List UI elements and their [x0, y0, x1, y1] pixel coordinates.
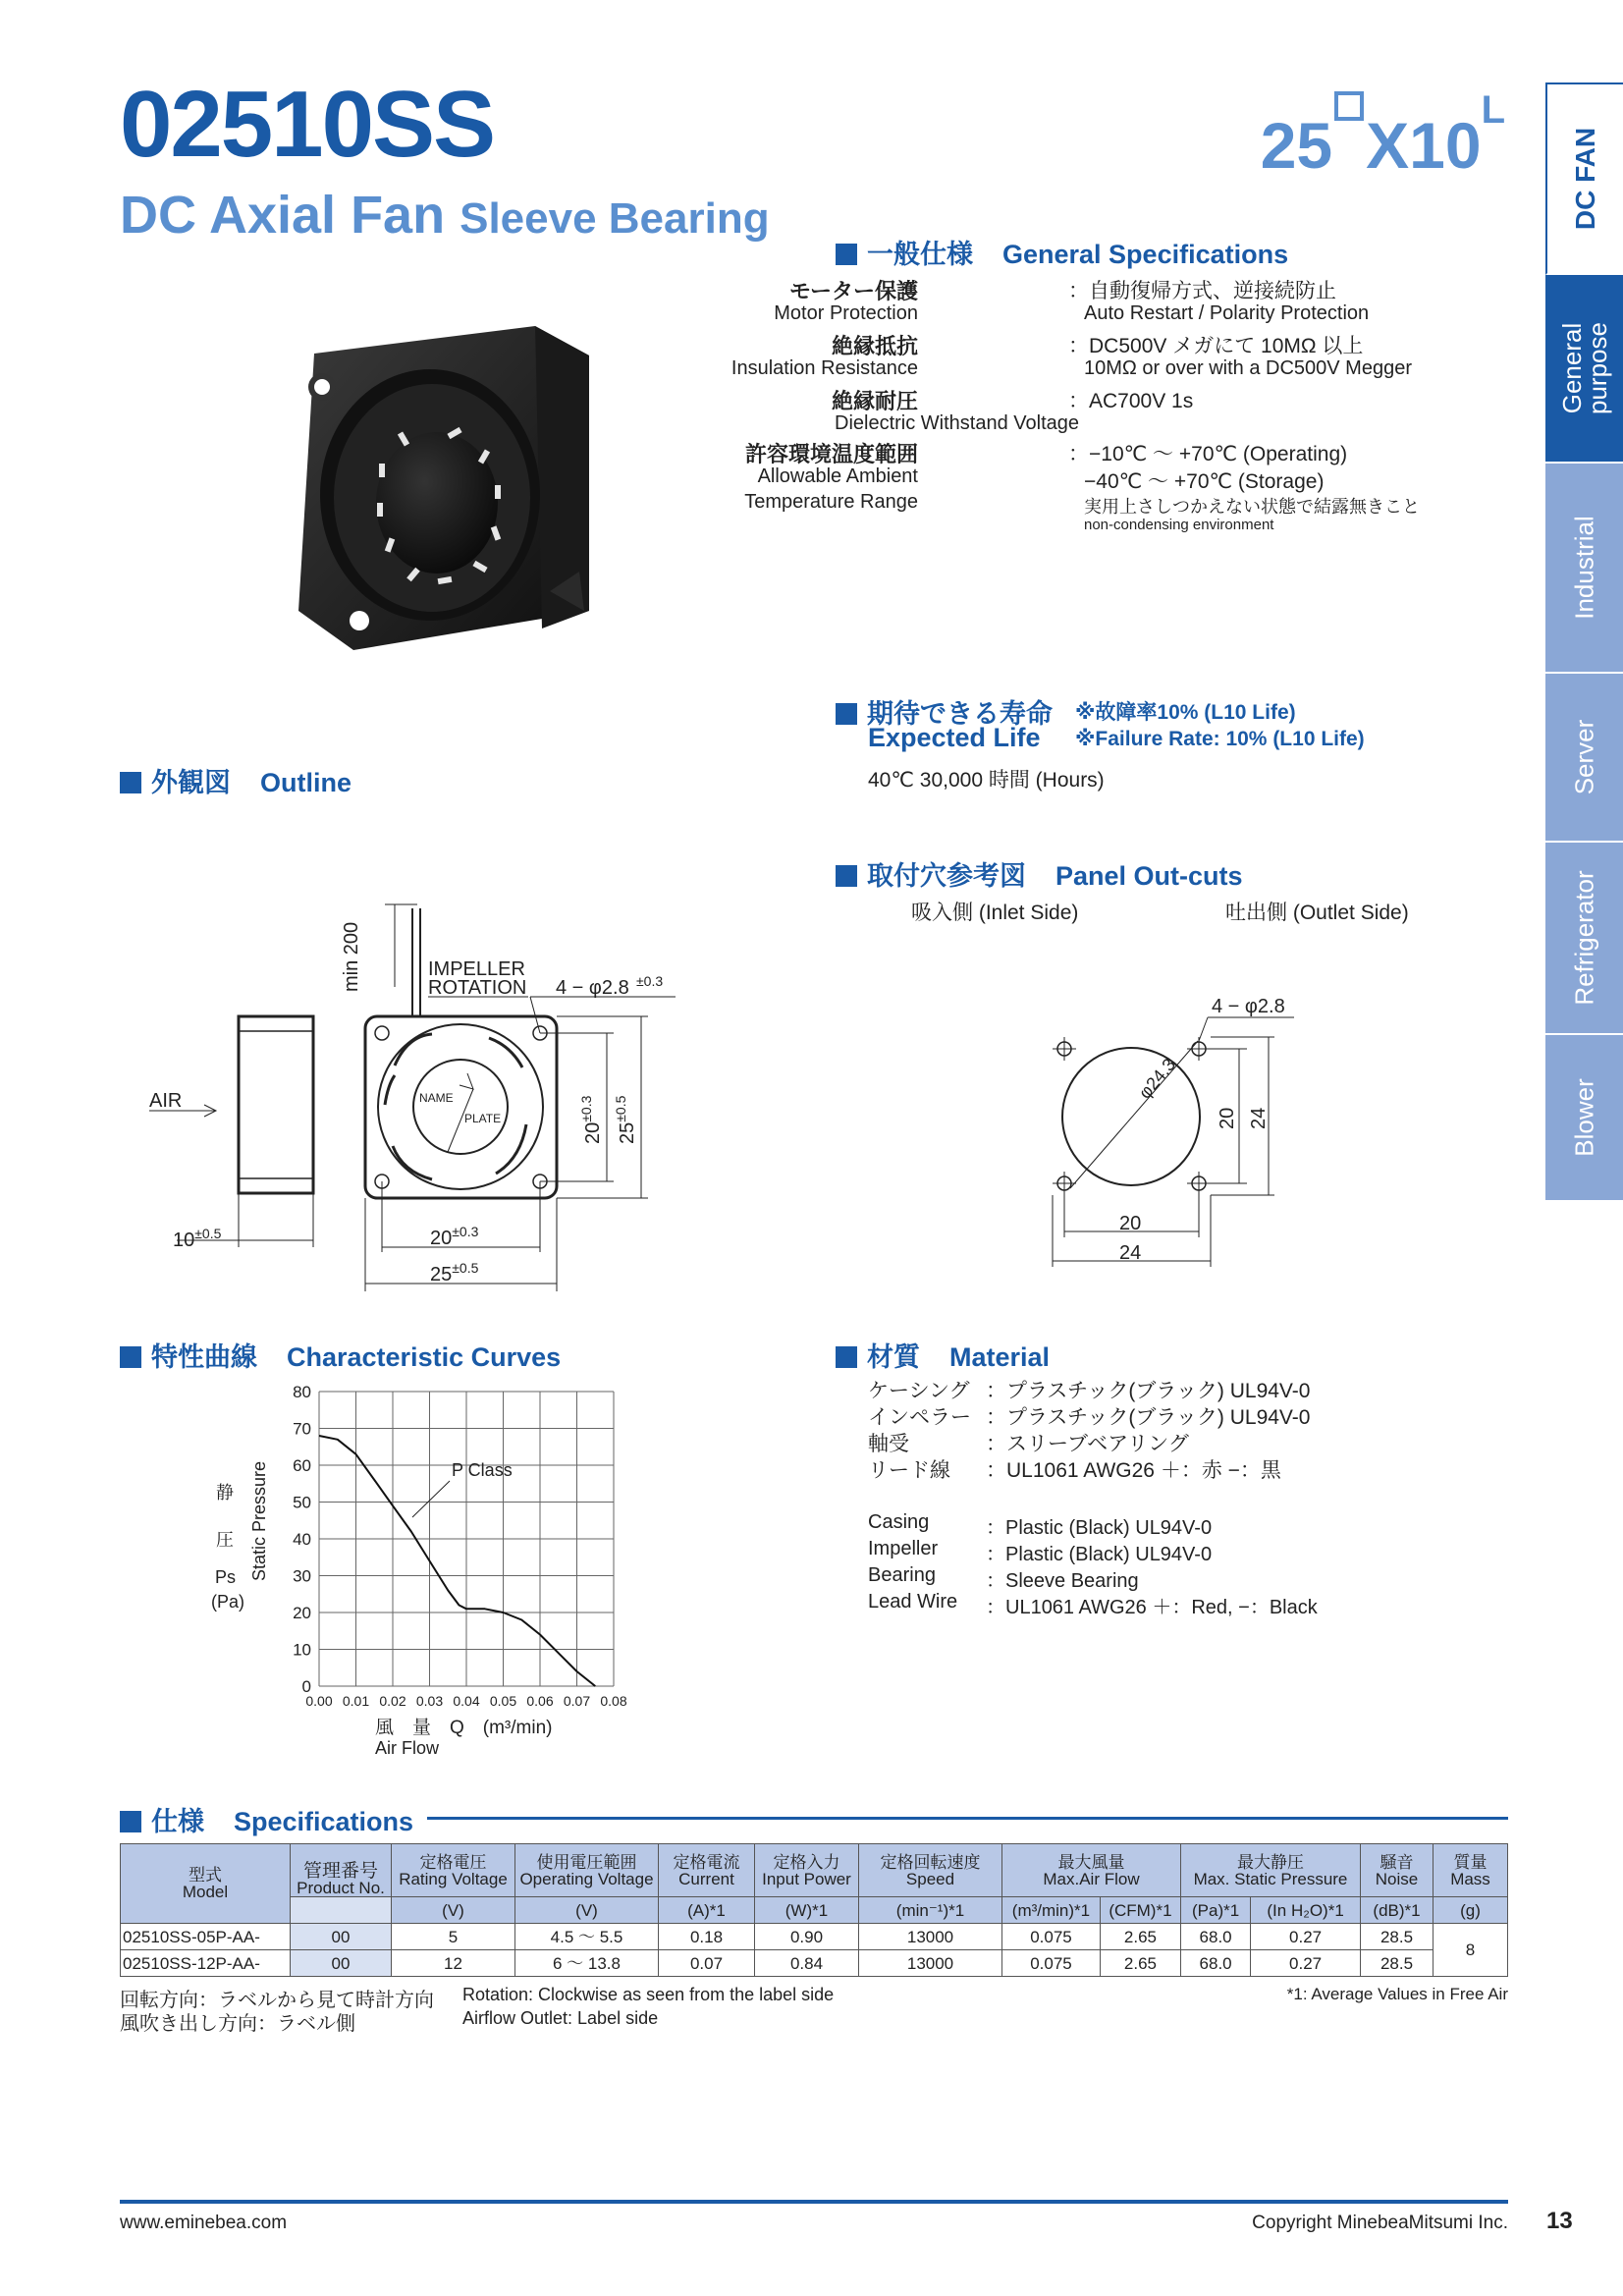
min-length-label: min 200 [341, 921, 362, 992]
sidebar-header: DC FAN [1545, 82, 1623, 275]
material-list [868, 1375, 1477, 1630]
expected-life-value: 40℃ 30,000 時間 (Hours) [868, 769, 1105, 792]
th-pn-unit [291, 1897, 392, 1924]
material-key-jp: インペラー [868, 1406, 971, 1429]
cell-cfm: 2.65 [1100, 1924, 1180, 1950]
material-key-en: Impeller [868, 1538, 939, 1559]
spec-label-temp-en2: Temperature Range [744, 491, 918, 513]
chart-ytick-label: 50 [293, 1493, 311, 1512]
material-value-en: ：Plastic (Black) UL94V-0 [986, 1517, 1213, 1539]
material-key-jp: リード線 [868, 1459, 950, 1482]
th-current: 定格電流 Current [659, 1844, 755, 1897]
th-operating-voltage: 使用電圧範囲 Operating Voltage [515, 1844, 659, 1897]
th-unit: (In H₂O)*1 [1251, 1897, 1361, 1924]
sidebar-tab-blower[interactable]: Blower [1545, 1035, 1623, 1202]
spec-value-motor-en: Auto Restart / Polarity Protection [1084, 302, 1370, 324]
th-unit: (A)*1 [659, 1897, 755, 1924]
section-square-icon [120, 1811, 141, 1832]
general-specs-heading: 一般仕様 General Specifications [836, 233, 1288, 271]
th-unit: (min⁻¹)*1 [859, 1897, 1002, 1924]
name-plate-label-2: PLATE [464, 1112, 502, 1125]
fan-product-photo [285, 316, 599, 655]
footer-url[interactable]: www.eminebea.com [120, 2213, 288, 2233]
cell-inh2o: 0.27 [1251, 1950, 1361, 1977]
fan-side-view [239, 1016, 313, 1193]
xlabel-jp: 風 量 Q (m³/min) [375, 1718, 553, 1738]
chart-ytick-label: 0 [301, 1677, 311, 1696]
subtitle-bearing: Sleeve Bearing [460, 194, 770, 243]
chart-ytick-label: 70 [293, 1419, 311, 1439]
th-input-power: 定格入力 Input Power [755, 1844, 859, 1897]
section-square-icon [836, 703, 857, 725]
xlabel-en: Air Flow [375, 1738, 440, 1758]
cell-pn: 00 [291, 1924, 392, 1950]
cell-mass: 8 [1434, 1924, 1508, 1977]
size-unit: L [1481, 88, 1505, 132]
dim-20-horizontal: $20^{\pm 0.3}$ [430, 1224, 479, 1249]
spec-note-jp: 実用上さしつかえない状態で結露無きこと [1084, 497, 1420, 517]
sidebar-tab-refrigerator[interactable]: Refrigerator [1545, 843, 1623, 1035]
impeller-label: IMPELLER [428, 958, 525, 980]
spec-value-insulation-jp: ：DC500V メガにて 10MΩ 以上 [1068, 335, 1364, 357]
section-square-icon [120, 1346, 141, 1368]
note-average-values: *1: Average Values in Free Air [1286, 1985, 1508, 2003]
category-sidebar [1545, 82, 1623, 1202]
outlet-side-label: 吐出側 (Outlet Side) [1225, 902, 1409, 924]
th-max-airflow: 最大風量 Max.Air Flow [1002, 1844, 1181, 1897]
th-speed: 定格回転速度 Speed [859, 1844, 1002, 1897]
spec-label-insulation-en: Insulation Resistance [730, 357, 918, 379]
cell-db: 28.5 [1361, 1924, 1434, 1950]
panel-dim-20-horizontal: 20 [1119, 1213, 1142, 1234]
square-symbol-icon [1334, 91, 1364, 121]
th-mass: 質量 Mass [1434, 1844, 1508, 1897]
sidebar-tab-label: General purpose [1556, 322, 1612, 414]
cell-m3: 0.075 [1002, 1924, 1101, 1950]
general-specs-list [730, 275, 1424, 550]
section-square-icon [836, 865, 857, 887]
spec-value-temp-storage: −40℃ ～ +70℃ (Storage) [1084, 470, 1325, 493]
cell-spd: 13000 [859, 1924, 1002, 1950]
section-square-icon [120, 772, 141, 793]
dim-25-vertical: $25^{\pm 0.5}$ [613, 1095, 638, 1144]
th-unit: (V) [515, 1897, 659, 1924]
curve-label-leader [412, 1481, 450, 1517]
specs-table [120, 1843, 1508, 1977]
chart-ytick-label: 20 [293, 1604, 311, 1622]
expected-life-note-jp: ※故障率10% (L10 Life) [1075, 701, 1296, 724]
cell-spd: 13000 [859, 1950, 1002, 1977]
name-plate-label-1: NAME [419, 1091, 454, 1105]
outline-drawing [137, 889, 687, 1291]
chart-ytick-label: 30 [293, 1566, 311, 1586]
material-key-en: Casing [868, 1511, 930, 1533]
cell-cur: 0.07 [659, 1950, 755, 1977]
specs-heading: 仕様 Specifications [120, 1800, 427, 1838]
chart-ytick-label: 60 [293, 1456, 311, 1475]
product-subtitle [120, 185, 770, 246]
sidebar-tab-general-purpose[interactable] [1545, 275, 1623, 464]
fan-front-view [365, 1016, 557, 1198]
dim-20-vertical: $20^{\pm 0.3}$ [578, 1095, 604, 1144]
spec-label-dielectric-jp: 絶縁耐圧 [831, 389, 918, 413]
cell-pow: 0.84 [755, 1950, 859, 1977]
material-value-jp: ：スリーブベアリング [986, 1433, 1189, 1455]
spec-label-motor-en: Motor Protection [774, 302, 918, 324]
cell-inh2o: 0.27 [1251, 1924, 1361, 1950]
cell-model: 02510SS-05P-AA- [121, 1924, 291, 1950]
dim-25-horizontal: $25^{\pm 0.5}$ [430, 1260, 479, 1285]
note-airflow-en: Airflow Outlet: Label side [462, 2008, 659, 2028]
size-depth: X10 [1366, 109, 1482, 182]
size-badge [1261, 88, 1505, 183]
panel-dim-24-horizontal: 24 [1119, 1242, 1142, 1264]
chart-ytick-label: 10 [293, 1640, 311, 1660]
th-unit: (m³/min)*1 [1002, 1897, 1101, 1924]
expected-life-heading: 期待できる寿命 [836, 692, 1053, 731]
note-rotation-jp: 回転方向：ラベルから見て時計方向 [120, 1990, 434, 2011]
material-key-jp: 軸受 [868, 1433, 909, 1455]
air-label: AIR [149, 1090, 183, 1112]
ylabel-ps: Ps [215, 1567, 237, 1587]
cell-pa: 68.0 [1180, 1924, 1250, 1950]
footer-rule [120, 2200, 1508, 2204]
ylabel-jp-2: 圧 [216, 1530, 234, 1550]
cell-ov: 4.5 ～ 5.5 [515, 1924, 659, 1950]
curves-heading: 特性曲線 Characteristic Curves [120, 1336, 561, 1374]
cell-pn: 00 [291, 1950, 392, 1977]
chart-xtick-label: 0.08 [600, 1693, 627, 1709]
spec-label-dielectric-en: Dielectric Withstand Voltage [835, 412, 1080, 434]
spec-label-motor-jp: モーター保護 [788, 279, 918, 303]
inlet-side-label: 吸入側 (Inlet Side) [911, 902, 1079, 924]
specs-heading-rule [393, 1817, 1508, 1820]
panel-dim-20-vertical: 20 [1217, 1107, 1238, 1129]
panel-diameter-label: φ24.3 [1134, 1054, 1180, 1103]
ylabel-en: Static Pressure [249, 1460, 269, 1581]
chart-xtick-label: 0.00 [305, 1693, 333, 1709]
th-unit: (W)*1 [755, 1897, 859, 1924]
characteristic-chart [196, 1370, 658, 1782]
material-key-en: Lead Wire [868, 1591, 958, 1613]
material-value-en: ：Sleeve Bearing [986, 1570, 1139, 1592]
rotation-label: ROTATION [428, 977, 527, 999]
panel-outcut-drawing [1041, 982, 1296, 1277]
material-key-jp: ケーシング [868, 1380, 970, 1402]
chart-xtick-label: 0.02 [379, 1693, 406, 1709]
chart-xtick-label: 0.01 [342, 1693, 370, 1709]
spec-value-insulation-en: 10MΩ or over with a DC500V Megger [1084, 357, 1412, 379]
section-square-icon [836, 1346, 857, 1368]
cell-cur: 0.18 [659, 1924, 755, 1950]
cell-rv: 12 [392, 1950, 515, 1977]
th-unit: (CFM)*1 [1100, 1897, 1180, 1924]
th-rating-voltage: 定格電圧 Rating Voltage [392, 1844, 515, 1897]
cell-cfm: 2.65 [1100, 1950, 1180, 1977]
chart-xtick-label: 0.05 [489, 1693, 517, 1709]
spec-value-temp-operating: ：−10℃ ～ +70℃ (Operating) [1068, 443, 1348, 465]
chart-ytick-label: 40 [293, 1530, 311, 1549]
ylabel-unit: (Pa) [211, 1592, 245, 1612]
table-row [121, 1924, 1508, 1950]
size-width: 25 [1260, 109, 1333, 182]
chart-ytick-label: 80 [293, 1383, 311, 1401]
th-product-no: 管理番号 Product No. [291, 1844, 392, 1897]
chart-xtick-label: 0.07 [563, 1693, 591, 1709]
cell-db: 28.5 [1361, 1950, 1434, 1977]
material-value-en: ：UL1061 AWG26 ＋：Red, −：Black [986, 1597, 1318, 1618]
th-model: 型式 Model [121, 1844, 291, 1924]
chart-xtick-label: 0.03 [415, 1693, 444, 1709]
cell-rv: 5 [392, 1924, 515, 1950]
curve-label: P Class [452, 1460, 513, 1480]
expected-life-heading-en: Expected Life [868, 723, 1041, 752]
subtitle-main: DC Axial Fan [120, 186, 446, 245]
th-unit: (V) [392, 1897, 515, 1924]
th-unit: (dB)*1 [1361, 1897, 1434, 1924]
spec-label-insulation-jp: 絶縁抵抗 [831, 334, 918, 358]
cell-pow: 0.90 [755, 1924, 859, 1950]
chart-xtick-label: 0.04 [453, 1693, 480, 1709]
spec-label-temp-jp: 許容環境温度範囲 [744, 442, 918, 466]
note-rotation-en: Rotation: Clockwise as seen from the label side [462, 1985, 835, 2004]
table-row [121, 1950, 1508, 1977]
section-square-icon [836, 244, 857, 265]
spec-value-motor-jp: ：自動復帰方式、逆接続防止 [1068, 280, 1336, 302]
panel-holes-label: 4 − φ2.8 [1212, 996, 1285, 1017]
cell-pa: 68.0 [1180, 1950, 1250, 1977]
chart-xtick-label: 0.06 [526, 1693, 554, 1709]
th-unit: (g) [1434, 1897, 1508, 1924]
holes-tolerance: ±0.3 [636, 973, 664, 989]
material-heading: 材質 Material [836, 1336, 1050, 1374]
cell-ov: 6 ～ 13.8 [515, 1950, 659, 1977]
spec-note-en: non-condensing environment [1084, 517, 1274, 533]
model-title: 02510SS [120, 72, 495, 177]
panel-dim-24-vertical: 24 [1248, 1107, 1270, 1129]
page-number: 13 [1546, 2208, 1573, 2234]
holes-label: 4 − φ2.8 [556, 977, 629, 999]
material-value-en: ：Plastic (Black) UL94V-0 [986, 1544, 1213, 1565]
th-max-static-pressure: 最大静圧 Max. Static Pressure [1180, 1844, 1360, 1897]
expected-life-note-en: ※Failure Rate: 10% (L10 Life) [1075, 728, 1365, 750]
footer-copyright: Copyright MinebeaMitsumi Inc. [1252, 2213, 1508, 2233]
note-airflow-jp: 風吹き出し方向：ラベル側 [120, 2013, 355, 2035]
spec-value-dielectric: ：AC700V 1s [1068, 390, 1194, 412]
dim-10-depth: $10^{\pm 0.5}$ [173, 1226, 222, 1251]
ylabel-jp-1: 静 [216, 1483, 234, 1503]
panel-outcuts-heading: 取付穴参考図 Panel Out-cuts [836, 854, 1243, 893]
spec-label-temp-en1: Allowable Ambient [757, 465, 918, 487]
sidebar-tab-server[interactable]: Server [1545, 674, 1623, 843]
material-value-jp: ：プラスチック(ブラック) UL94V-0 [986, 1380, 1311, 1402]
th-unit: (Pa)*1 [1180, 1897, 1250, 1924]
material-value-jp: ：UL1061 AWG26 ＋：赤 −：黒 [986, 1459, 1281, 1482]
material-value-jp: ：プラスチック(ブラック) UL94V-0 [986, 1406, 1311, 1429]
cell-model: 02510SS-12P-AA- [121, 1950, 291, 1977]
th-noise: 騒音 Noise [1361, 1844, 1434, 1897]
material-key-en: Bearing [868, 1564, 936, 1586]
outline-heading: 外観図 Outline [120, 761, 352, 799]
sidebar-tab-industrial[interactable]: Industrial [1545, 464, 1623, 674]
cell-m3: 0.075 [1002, 1950, 1101, 1977]
